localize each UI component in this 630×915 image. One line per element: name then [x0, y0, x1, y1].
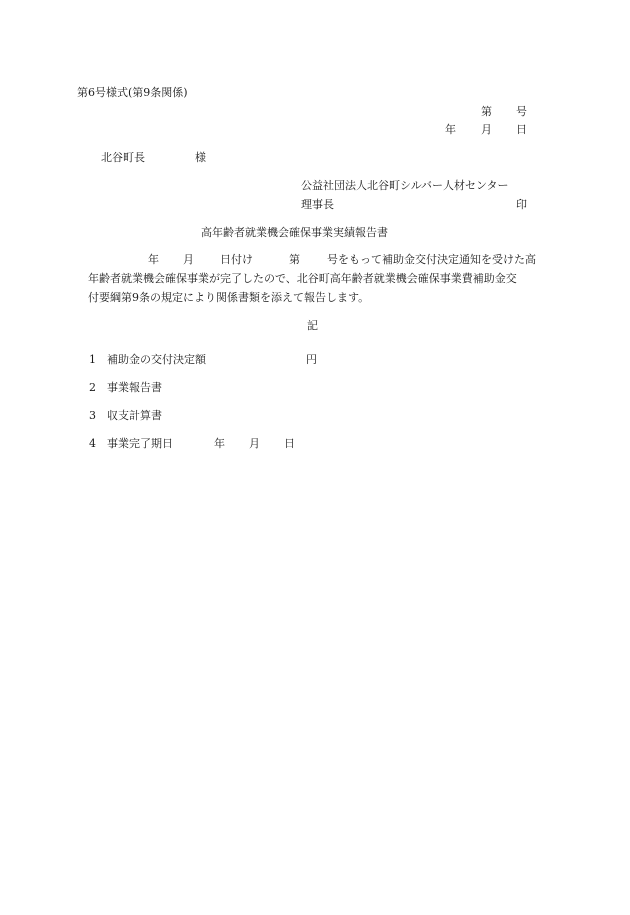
item-1-num: 1 — [89, 353, 96, 366]
body-line3: 付要綱第9条の規定により関係書類を添えて報告します。 — [88, 291, 370, 304]
sender-org: 公益社団法人北谷町シルバー人材センター — [301, 179, 509, 192]
item-2-num: 2 — [89, 381, 96, 394]
date-day: 日 — [516, 123, 527, 136]
date-month: 月 — [481, 123, 492, 136]
addressee-name: 北谷町長 — [101, 151, 145, 164]
item-1-label: 補助金の交付決定額 — [107, 353, 206, 366]
document-title: 高年齢者就業機会確保事業実績報告書 — [201, 226, 388, 239]
item-2-label: 事業報告書 — [107, 381, 162, 394]
body-line1-month: 月 — [183, 253, 194, 266]
form-id: 第6号様式(第9条関係) — [77, 86, 188, 99]
item-4-label: 事業完了期日 — [107, 437, 173, 450]
seal-mark: 印 — [516, 198, 527, 211]
body-line1-year: 年 — [148, 253, 159, 266]
item-1-unit: 円 — [306, 353, 317, 366]
item-4-year: 年 — [214, 437, 225, 450]
date-year: 年 — [445, 123, 456, 136]
doc-number-suffix: 号 — [516, 105, 527, 118]
item-3-num: 3 — [89, 409, 96, 422]
addressee-honorific: 様 — [195, 151, 206, 164]
ki-mark: 記 — [307, 319, 318, 332]
doc-number-prefix: 第 — [481, 105, 492, 118]
item-4-day: 日 — [284, 437, 295, 450]
sender-title: 理事長 — [301, 198, 334, 211]
body-line2: 年齢者就業機会確保事業が完了したので、北谷町高年齢者就業機会確保事業費補助金交 — [88, 272, 517, 285]
item-4-num: 4 — [89, 437, 96, 450]
item-3-label: 収支計算書 — [107, 409, 162, 422]
body-line1-dai: 第 — [289, 253, 300, 266]
body-line1-text: 号をもって補助金交付決定通知を受けた高 — [327, 253, 536, 266]
item-4-month: 月 — [249, 437, 260, 450]
body-line1-day-ref: 日付け — [220, 253, 253, 266]
